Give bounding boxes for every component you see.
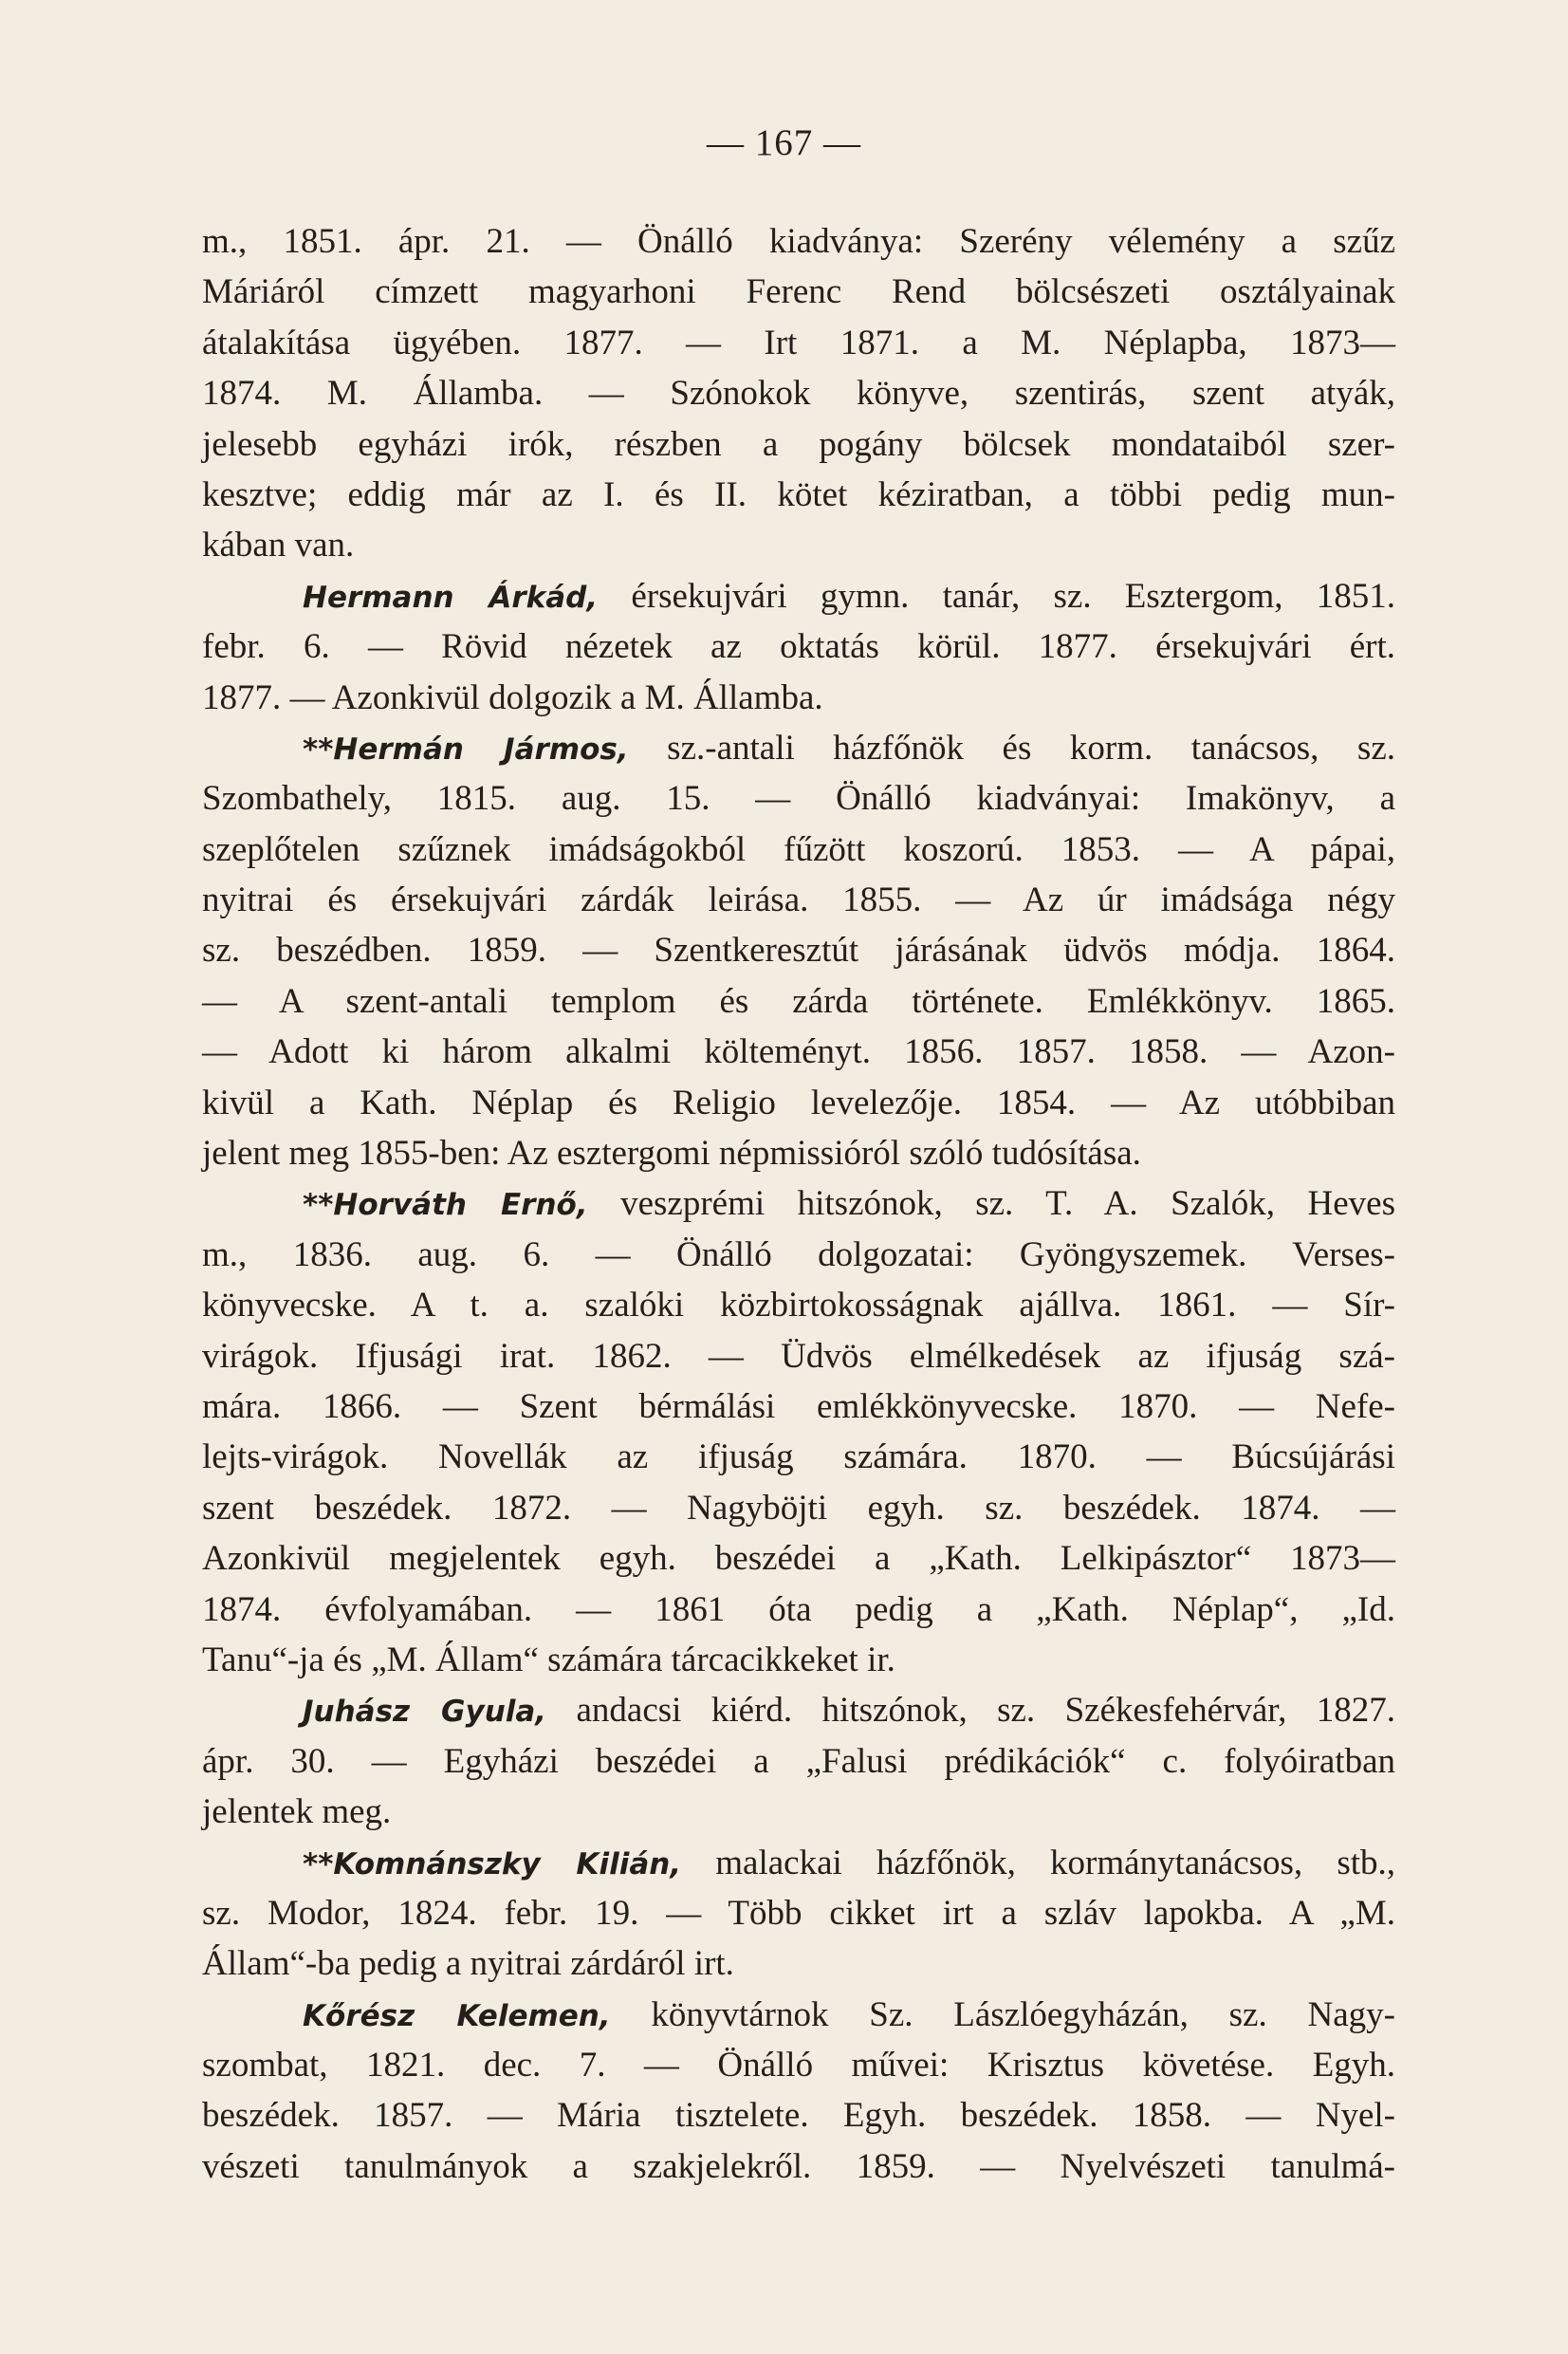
text-line bbox=[202, 267, 1395, 317]
text-line bbox=[202, 1685, 1395, 1735]
line-text: nyitrai és érsekujvári zárdák leirása. 1855. — Az úr imádsága négy bbox=[202, 880, 1395, 920]
line-text: sz.-antali házfőnök és korm. tanácsos, sz. bbox=[628, 728, 1395, 768]
line-text: veszprémi hitszónok, sz. T. A. Szalók, Heves bbox=[587, 1184, 1396, 1224]
text-line bbox=[202, 723, 1395, 773]
text-body bbox=[202, 216, 1395, 2192]
line-text: — Adott ki három alkalmi költeményt. 1856. 1857. 1858. — Azon- bbox=[202, 1032, 1395, 1072]
page-number: — 167 — bbox=[707, 122, 861, 163]
text-line bbox=[202, 925, 1395, 975]
line-text: sz. Modor, 1824. febr. 19. — Több cikket irt a szláv lapokba. A „M. bbox=[202, 1893, 1395, 1933]
text-line bbox=[202, 1128, 1395, 1178]
text-line bbox=[202, 1990, 1395, 2040]
line-text: andacsi kiérd. hitszónok, sz. Székesfehérvár, 1827. bbox=[546, 1691, 1395, 1731]
line-text: ápr. 30. — Egyházi beszédei a „Falusi prédikációk“ c. folyóiratban bbox=[202, 1741, 1395, 1781]
line-text: átalakítása ügyében. 1877. — Irt 1871. a M. Néplapba, 1873— bbox=[202, 323, 1395, 362]
line-text: beszédek. 1857. — Mária tisztelete. Egyh. beszédek. 1858. — Nyel- bbox=[202, 2096, 1395, 2136]
line-text: jelentek meg. bbox=[202, 1792, 392, 1832]
line-text: Állam“-ba pedig a nyitrai zárdáról irt. bbox=[202, 1944, 734, 1984]
line-text: m., 1851. ápr. 21. — Önálló kiadványa: Szerény vélemény a szűz bbox=[202, 222, 1395, 261]
text-line bbox=[202, 1838, 1395, 1888]
line-text: jelesebb egyházi irók, részben a pogány bölcsek mondataiból szer- bbox=[202, 424, 1395, 464]
text-line bbox=[202, 1585, 1395, 1635]
entry-name: Kőrész Kelemen, bbox=[303, 1998, 611, 2033]
line-text: virágok. Ifjusági irat. 1862. — Üdvös elmélkedések az ifjuság szá- bbox=[202, 1336, 1395, 1376]
text-line bbox=[202, 1078, 1395, 1128]
line-text: vészeti tanulmányok a szakjelekről. 1859. — Nyelvészeti tanulmá- bbox=[202, 2146, 1395, 2186]
text-line bbox=[202, 1230, 1395, 1280]
line-text: 1874. M. Államba. — Szónokok könyve, szentirás, szent atyák, bbox=[202, 374, 1395, 414]
text-line bbox=[202, 2040, 1395, 2090]
text-line bbox=[202, 470, 1395, 520]
text-line bbox=[202, 1888, 1395, 1938]
line-text: könyvecske. A t. a. szalóki közbirtokosságnak ajállva. 1861. — Sír- bbox=[202, 1286, 1395, 1325]
line-text: m., 1836. aug. 6. — Önálló dolgozatai: Gyöngyszemek. Verses- bbox=[202, 1234, 1395, 1274]
entry-name: Juhász Gyula, bbox=[303, 1695, 547, 1730]
line-text: kesztve; eddig már az I. és II. kötet kéziratban, a többi pedig mun- bbox=[202, 474, 1395, 514]
line-text: jelent meg 1855-ben: Az esztergomi népmissióról szóló tudósítása. bbox=[202, 1134, 1141, 1174]
text-line bbox=[202, 875, 1395, 925]
text-line bbox=[202, 1787, 1395, 1837]
text-line bbox=[202, 825, 1395, 875]
line-text: kában van. bbox=[202, 526, 355, 565]
text-line bbox=[202, 368, 1395, 418]
text-line bbox=[202, 773, 1395, 824]
text-line bbox=[202, 2090, 1395, 2141]
line-text: szent beszédek. 1872. — Nagyböjti egyh. sz. beszédek. 1874. — bbox=[202, 1488, 1395, 1528]
entry-name: **Komnánszky Kilián, bbox=[303, 1846, 682, 1881]
line-text: könyvtárnok Sz. Lászlóegyházán, sz. Nagy- bbox=[610, 1994, 1395, 2034]
text-line bbox=[202, 571, 1395, 621]
text-line bbox=[202, 1027, 1395, 1077]
entry-name: **Horváth Ernő, bbox=[303, 1188, 588, 1223]
text-line bbox=[202, 1280, 1395, 1330]
line-text: Tanu“-ja és „M. Állam“ számára tárcacikkeket ir. bbox=[202, 1640, 895, 1679]
line-text: mára. 1866. — Szent bérmálási emlékkönyvecske. 1870. — Nefe- bbox=[202, 1386, 1395, 1426]
text-line bbox=[202, 1178, 1395, 1229]
text-line bbox=[202, 1736, 1395, 1787]
text-line bbox=[202, 419, 1395, 470]
line-text: lejts-virágok. Novellák az ifjuság számára. 1870. — Búcsújárási bbox=[202, 1437, 1395, 1477]
text-line bbox=[202, 1381, 1395, 1432]
text-line bbox=[202, 621, 1395, 672]
line-text: Azonkivül megjelentek egyh. beszédei a „Kath. Lelkipásztor“ 1873— bbox=[202, 1539, 1395, 1579]
line-text: kivül a Kath. Néplap és Religio levelezője. 1854. — Az utóbbiban bbox=[202, 1083, 1395, 1122]
text-line bbox=[202, 1533, 1395, 1584]
text-line bbox=[202, 318, 1395, 368]
text-line bbox=[202, 1635, 1395, 1685]
text-line bbox=[202, 1432, 1395, 1482]
line-text: sz. beszédben. 1859. — Szentkeresztút járásának üdvös módja. 1864. bbox=[202, 931, 1395, 971]
line-text: érsekujvári gymn. tanár, sz. Esztergom, 1851. bbox=[598, 576, 1395, 616]
text-line bbox=[202, 976, 1395, 1027]
text-line bbox=[202, 673, 1395, 723]
text-line bbox=[202, 1938, 1395, 1989]
text-line bbox=[202, 216, 1395, 267]
line-text: szombat, 1821. dec. 7. — Önálló művei: Krisztus követése. Egyh. bbox=[202, 2046, 1395, 2085]
line-text: 1877. — Azonkivül dolgozik a M. Államba. bbox=[202, 677, 823, 717]
line-text: malackai házfőnök, kormánytanácsos, stb., bbox=[681, 1843, 1396, 1882]
line-text: — A szent-antali templom és zárda története. Emlékkönyv. 1865. bbox=[202, 981, 1395, 1021]
line-text: Szombathely, 1815. aug. 15. — Önálló kiadványai: Imakönyv, a bbox=[202, 779, 1395, 819]
entry-name: Hermann Árkád, bbox=[303, 580, 599, 615]
line-text: szeplőtelen szűznek imádságokból fűzött koszorú. 1853. — A pápai, bbox=[202, 829, 1395, 869]
line-text: 1874. évfolyamában. — 1861 óta pedig a „Kath. Néplap“, „Id. bbox=[202, 1589, 1395, 1629]
text-line bbox=[202, 520, 1395, 570]
text-line bbox=[202, 1483, 1395, 1533]
text-line bbox=[202, 1331, 1395, 1381]
entry-name: **Hermán Jármos, bbox=[303, 732, 629, 767]
line-text: febr. 6. — Rövid nézetek az oktatás körül. 1877. érsekujvári ért. bbox=[202, 627, 1395, 667]
line-text: Máriáról címzett magyarhoni Ferenc Rend bölcsészeti osztályainak bbox=[202, 272, 1395, 312]
text-line bbox=[202, 2141, 1395, 2192]
